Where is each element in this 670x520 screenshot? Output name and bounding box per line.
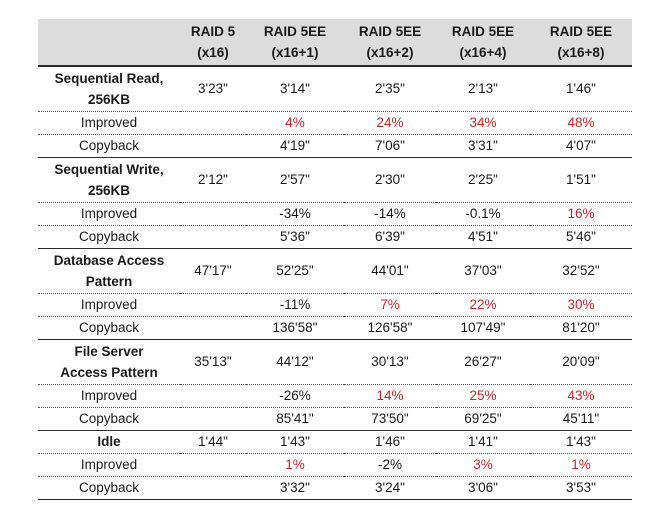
metric-label-cell [38, 430, 180, 453]
metric-label-line2: Access Pattern [60, 364, 158, 380]
time-value-cell: 44'01" [371, 263, 409, 278]
time-value-cell: 20'09" [562, 354, 600, 369]
improved-row [38, 293, 632, 316]
raid-performance-table [38, 19, 632, 500]
metric-label-cell [38, 157, 180, 202]
improved-value-cell: -34% [246, 202, 344, 225]
time-value-cell: 2'35" [375, 81, 405, 97]
time-value-cell: 35'13" [194, 354, 232, 369]
copyback-label-cell: Copyback [38, 476, 180, 499]
copyback-row [38, 134, 632, 157]
copyback-value-cell: 107'49" [436, 316, 530, 339]
improved-value-cell [180, 293, 246, 316]
improved-label-cell: Improved [38, 202, 180, 225]
copyback-label-cell: Copyback [38, 134, 180, 157]
improved-value-cell: 1% [246, 453, 344, 476]
copyback-value-cell [180, 476, 246, 499]
column-header [344, 19, 436, 66]
time-value-cell: 1'46" [566, 81, 596, 97]
metric-label-cell [38, 248, 180, 293]
copyback-row [38, 476, 632, 499]
column-header-line2: (x16+8) [557, 45, 605, 60]
metric-label-line2: Pattern [85, 273, 133, 289]
copyback-row [38, 407, 632, 430]
improved-label-cell: Improved [38, 293, 180, 316]
copyback-value-cell: 3'24" [344, 476, 436, 499]
copyback-value-cell [180, 407, 246, 430]
copyback-value-cell: 81'20" [530, 316, 632, 339]
column-header-line1: RAID 5EE [263, 24, 327, 39]
time-value-cell: 2'13" [468, 81, 498, 97]
copyback-label-cell: Copyback [38, 316, 180, 339]
time-value-cell: 52'25" [276, 263, 314, 278]
time-value-cell: 26'27" [464, 354, 502, 369]
improved-value-cell: -11% [246, 293, 344, 316]
column-header-line1: RAID 5EE [549, 24, 613, 39]
copyback-value-cell: 73'50" [344, 407, 436, 430]
column-header-line2: (x16+2) [366, 45, 414, 60]
copyback-row [38, 225, 632, 248]
column-header-line2: (x16+1) [271, 45, 319, 60]
metric-row [38, 66, 632, 111]
time-value-cell: 1'46" [375, 434, 405, 449]
column-header-line1: RAID 5EE [358, 24, 422, 39]
metric-label-cell [38, 339, 180, 384]
time-value-cell: 30'13" [371, 354, 409, 369]
metric-label-line1: File Server [74, 343, 144, 359]
copyback-label-cell: Copyback [38, 225, 180, 248]
header-corner-cell [38, 19, 180, 66]
time-value-cell: 1'51" [566, 172, 596, 187]
column-header [180, 19, 246, 66]
copyback-value-cell: 6'39" [344, 225, 436, 248]
improved-value-cell [180, 384, 246, 407]
improved-value-cell: 30% [530, 293, 632, 316]
time-value-cell: 3'23" [198, 81, 228, 97]
time-value-cell: 2'25" [468, 172, 498, 187]
metric-label-line1: Database Access [53, 252, 165, 268]
improved-value-cell: 16% [530, 202, 632, 225]
copyback-value-cell: 126'58" [344, 316, 436, 339]
column-header [246, 19, 344, 66]
time-value-cell: 32'52" [562, 263, 600, 278]
metric-row [38, 157, 632, 202]
copyback-value-cell [180, 134, 246, 157]
copyback-row [38, 316, 632, 339]
improved-label-cell: Improved [38, 111, 180, 134]
improved-label-cell: Improved [38, 453, 180, 476]
copyback-value-cell: 69'25" [436, 407, 530, 430]
copyback-value-cell: 45'11" [530, 407, 632, 430]
time-value-cell: 1'41" [468, 434, 498, 449]
column-header [530, 19, 632, 66]
improved-value-cell: 25% [436, 384, 530, 407]
header-row [38, 19, 632, 66]
metric-label-line1: Idle [97, 434, 121, 449]
improved-value-cell: 1% [530, 453, 632, 476]
metric-row [38, 248, 632, 293]
copyback-value-cell [180, 225, 246, 248]
improved-value-cell: -0.1% [436, 202, 530, 225]
improved-row [38, 384, 632, 407]
improved-value-cell: -2% [344, 453, 436, 476]
time-value-cell: 47'17" [194, 263, 232, 278]
improved-value-cell: 7% [344, 293, 436, 316]
column-header [436, 19, 530, 66]
improved-row [38, 202, 632, 225]
copyback-value-cell [180, 316, 246, 339]
improved-value-cell: 4% [246, 111, 344, 134]
improved-value-cell: 22% [436, 293, 530, 316]
copyback-value-cell: 3'32" [246, 476, 344, 499]
copyback-value-cell: 4'51" [436, 225, 530, 248]
copyback-value-cell: 5'46" [530, 225, 632, 248]
improved-value-cell: 24% [344, 111, 436, 134]
copyback-label-cell: Copyback [38, 407, 180, 430]
improved-label-cell: Improved [38, 384, 180, 407]
copyback-value-cell: 3'06" [436, 476, 530, 499]
copyback-value-cell: 3'31" [436, 134, 530, 157]
improved-value-cell: 43% [530, 384, 632, 407]
time-value-cell: 1'43" [280, 434, 310, 449]
column-header-line1: RAID 5 [190, 24, 236, 39]
time-value-cell: 2'12" [198, 172, 228, 187]
time-value-cell: 44'12" [276, 354, 314, 369]
column-header-line2: (x16) [197, 45, 229, 60]
time-value-cell: 2'30" [375, 172, 405, 187]
improved-value-cell: -14% [344, 202, 436, 225]
column-header-line2: (x16+4) [459, 45, 507, 60]
copyback-value-cell: 5'36" [246, 225, 344, 248]
metric-label-cell [38, 66, 180, 111]
copyback-value-cell: 7'06" [344, 134, 436, 157]
metric-label-line1: Sequential Write, [54, 161, 164, 177]
improved-value-cell [180, 453, 246, 476]
metric-row [38, 430, 632, 453]
improved-value-cell: 3% [436, 453, 530, 476]
column-header-line1: RAID 5EE [451, 24, 515, 39]
improved-row [38, 111, 632, 134]
metric-label-line2: 256KB [87, 91, 131, 107]
improved-value-cell: 34% [436, 111, 530, 134]
time-value-cell: 37'03" [464, 263, 502, 278]
improved-value-cell: -26% [246, 384, 344, 407]
table-body [38, 66, 632, 499]
metric-label-line2: 256KB [87, 182, 131, 198]
metric-row [38, 339, 632, 384]
improved-value-cell [180, 202, 246, 225]
time-value-cell: 1'44" [198, 434, 228, 449]
copyback-value-cell: 136'58" [246, 316, 344, 339]
copyback-value-cell: 3'53" [530, 476, 632, 499]
improved-value-cell: 14% [344, 384, 436, 407]
table-header [38, 19, 632, 66]
time-value-cell: 1'43" [566, 434, 596, 449]
improved-row [38, 453, 632, 476]
improved-value-cell [180, 111, 246, 134]
copyback-value-cell: 4'19" [246, 134, 344, 157]
time-value-cell: 3'14" [280, 81, 310, 97]
metric-label-line1: Sequential Read, [54, 70, 164, 86]
time-value-cell: 2'57" [280, 172, 310, 187]
copyback-value-cell: 4'07" [530, 134, 632, 157]
improved-value-cell: 48% [530, 111, 632, 134]
copyback-value-cell: 85'41" [246, 407, 344, 430]
